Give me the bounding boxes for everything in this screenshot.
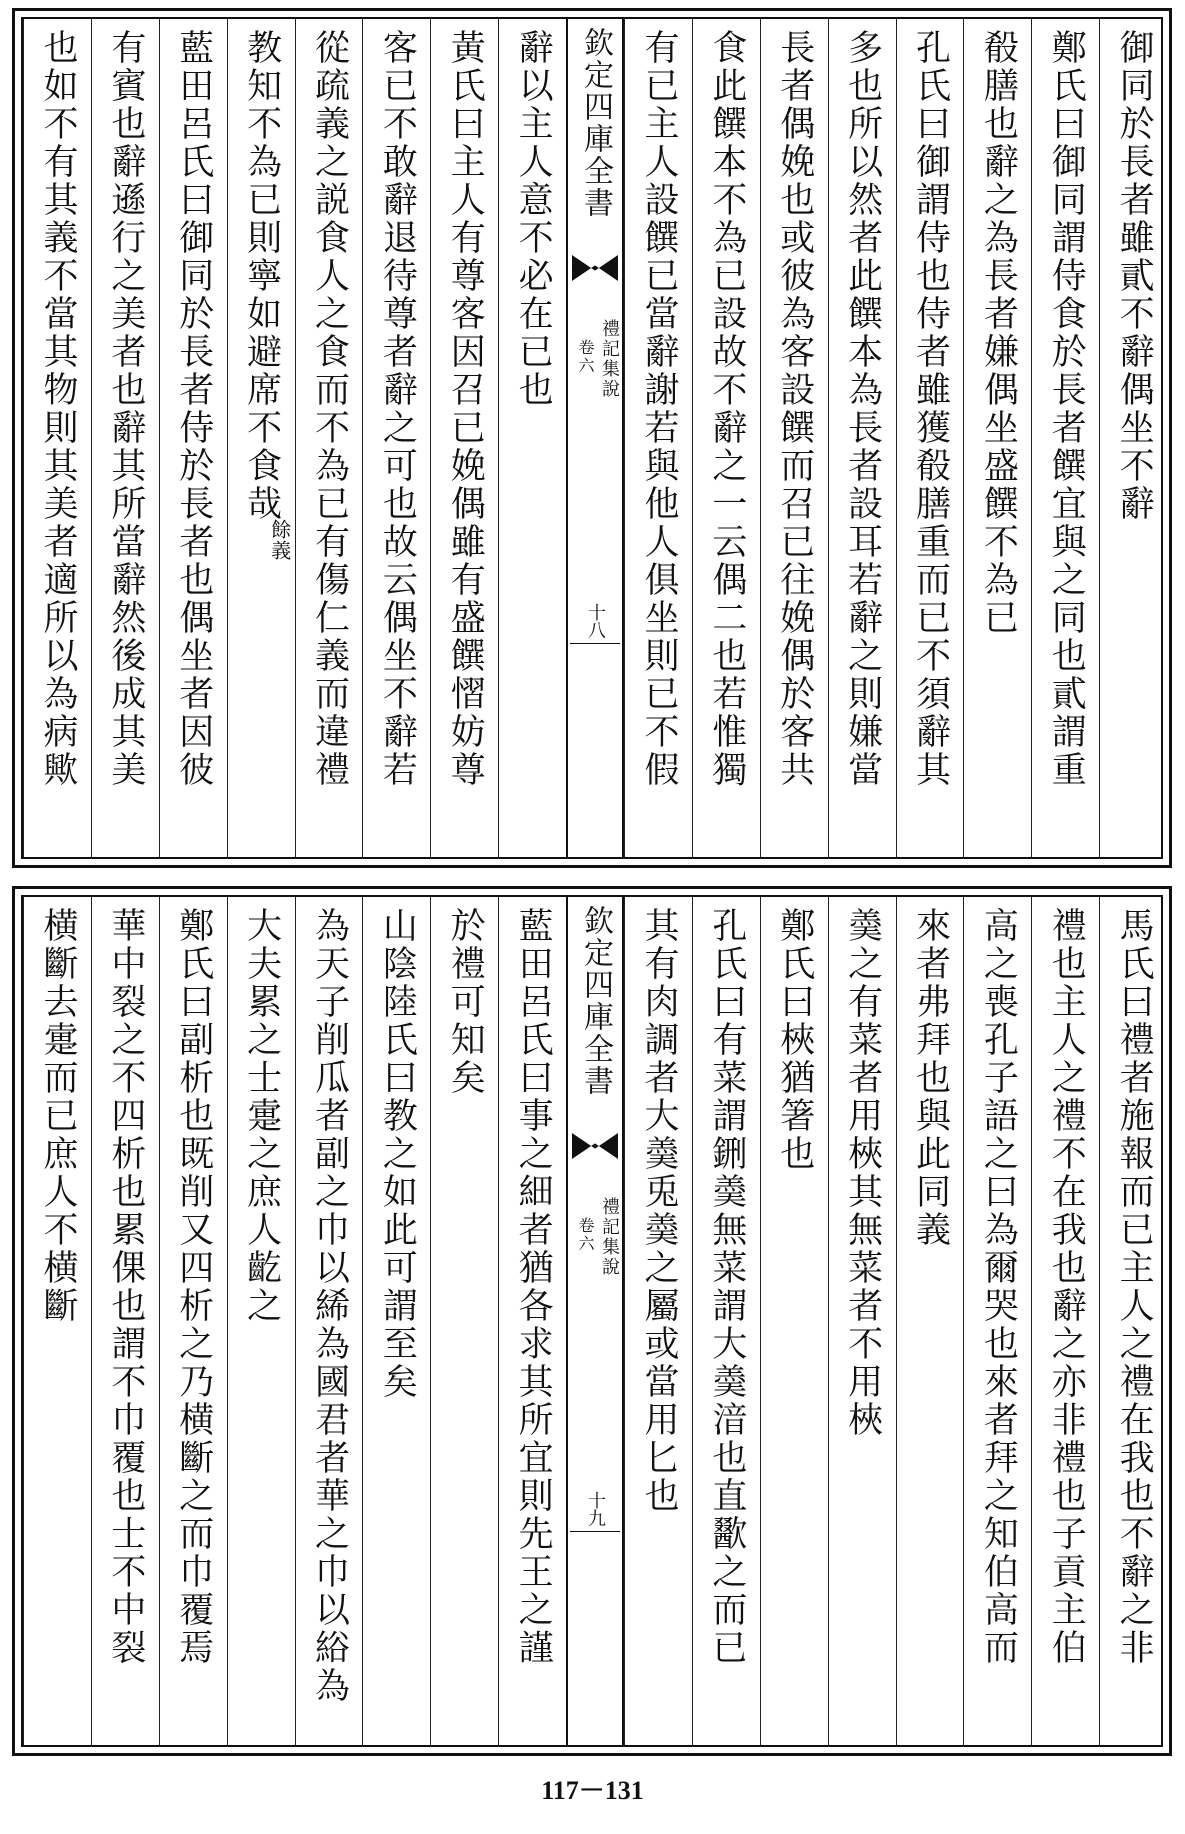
column-text: 教知不為已則寧如避席不食哉 [241, 29, 282, 523]
text-column [159, 19, 227, 857]
text-column [1099, 897, 1167, 1745]
fishtail-mark [572, 1133, 618, 1159]
text-column [692, 19, 760, 857]
text-column [362, 897, 430, 1745]
column-text: 長者偶娩也或彼為客設饌而召已往娩偶於客共 [774, 29, 815, 789]
text-column [896, 897, 964, 1745]
text-column [760, 19, 828, 857]
column-text: 也如不有其義不當其物則其美者適所以為病歟 [37, 29, 78, 789]
column-text: 多也所以然者此饌本為長者設耳若辭之則嫌當 [842, 29, 883, 789]
column-text: 鄭氏曰梜猶箸也 [774, 907, 815, 1173]
column-text: 山陰陸氏曰教之如此可謂至矣 [377, 907, 418, 1401]
column-text: 其有肉調者大羮兎羮之屬或當用匕也 [638, 907, 679, 1515]
text-column [963, 897, 1031, 1745]
text-column [362, 19, 430, 857]
column-text: 馬氏曰禮者施報而已主人之禮在我也不辭之非 [1114, 907, 1155, 1667]
text-column [159, 897, 227, 1745]
volume-label: 卷六 [576, 1217, 595, 1253]
column-text: 殽膳也辭之為長者嫌偶坐盛饌不為已 [978, 29, 1019, 637]
text-column [828, 897, 896, 1745]
column-text: 於禮可知矣 [445, 907, 486, 1097]
text-column [828, 19, 896, 857]
column-text: 從疏義之説食人之食而不為已有傷仁義而違禮 [309, 29, 350, 789]
column-text: 藍田呂氏曰事之細者猶各求其所宜則先王之謹 [513, 907, 554, 1667]
center-gutter [566, 897, 624, 1745]
column-text: 大夫累之士疐之庶人齕之 [241, 907, 282, 1325]
text-column [91, 897, 159, 1745]
text-column [430, 19, 498, 857]
column-text: 横斷去疐而已庶人不横斷 [37, 907, 78, 1325]
bottom-page-frame [21, 895, 1163, 1747]
column-text: 黃氏曰主人有尊客因召已娩偶雖有盛饌慴妨尊 [445, 29, 486, 789]
text-column [23, 19, 91, 857]
text-column [1031, 19, 1099, 857]
gutter-rule [570, 1531, 620, 1532]
leaf-number: 十九 [585, 1491, 606, 1527]
top-page-frame [21, 17, 1163, 859]
text-column [760, 897, 828, 1745]
text-column [430, 897, 498, 1745]
text-column [624, 897, 692, 1745]
column-text: 華中裂之不四析也累倮也謂不巾覆也士不中裂 [105, 907, 146, 1667]
text-column [227, 897, 295, 1745]
center-gutter [566, 19, 624, 857]
column-text: 鄭氏曰御同謂侍食於長者饌宜與之同也貳謂重 [1046, 29, 1087, 789]
leaf-number: 十八 [585, 603, 606, 639]
text-column [624, 19, 692, 857]
column-text: 來者弗拜也與此同義 [910, 907, 951, 1249]
column-text: 有已主人設饌已當辭謝若與他人俱坐則已不假 [638, 29, 679, 789]
column-text: 禮也主人之禮不在我也辭之亦非禮也子貢主伯 [1046, 907, 1087, 1667]
top-page [12, 8, 1172, 868]
text-column [1031, 897, 1099, 1745]
text-column [498, 19, 566, 857]
column-text: 孔氏曰御謂侍也侍者雖獲殽膳重而已不須辭其 [910, 29, 951, 789]
library-title: 欽定四庫全書 [578, 27, 613, 219]
text-column [295, 897, 363, 1745]
bottom-page [12, 886, 1172, 1756]
text-column [1099, 19, 1167, 857]
small-annotation: 餘義 [267, 519, 292, 561]
text-column [896, 19, 964, 857]
volume-label: 卷六 [576, 339, 595, 375]
text-column [295, 19, 363, 857]
column-text: 羮之有菜者用梜其無菜者不用梜 [842, 907, 883, 1439]
column-text: 客已不敢辭退待尊者辭之可也故云偶坐不辭若 [377, 29, 418, 789]
text-column [227, 19, 295, 857]
column-text: 為天子削瓜者副之巾以絺為國君者華之巾以綌為 [309, 907, 350, 1705]
gutter-rule [570, 643, 620, 644]
column-text: 御同於長者雖貳不辭偶坐不辭 [1114, 29, 1155, 523]
text-column [692, 897, 760, 1745]
column-text: 辭以主人意不必在已也 [513, 29, 554, 409]
column-text: 鄭氏曰副析也既削又四析之乃横斷之而巾覆焉 [173, 907, 214, 1667]
column-text: 孔氏曰有菜謂鉶羮無菜謂大羮湆也直歠之而已 [706, 907, 747, 1667]
text-column [963, 19, 1031, 857]
text-column [91, 19, 159, 857]
fishtail-mark [572, 255, 618, 281]
text-column [498, 897, 566, 1745]
book-title: 禮記集說 [599, 319, 620, 399]
page-number: 117－131 [541, 1776, 644, 1805]
book-title: 禮記集說 [599, 1197, 620, 1277]
text-column [23, 897, 91, 1745]
column-text: 有賓也辭遜行之美者也辭其所當辭然後成其美 [105, 29, 146, 789]
library-title: 欽定四庫全書 [578, 905, 613, 1097]
column-text: 高之喪孔子語之曰為爾哭也來者拜之知伯高而 [978, 907, 1019, 1667]
column-text: 食此饌本不為已設故不辭之一云偶二也若惟獨 [706, 29, 747, 789]
column-text: 藍田呂氏曰御同於長者侍於長者也偶坐者因彼 [173, 29, 214, 789]
